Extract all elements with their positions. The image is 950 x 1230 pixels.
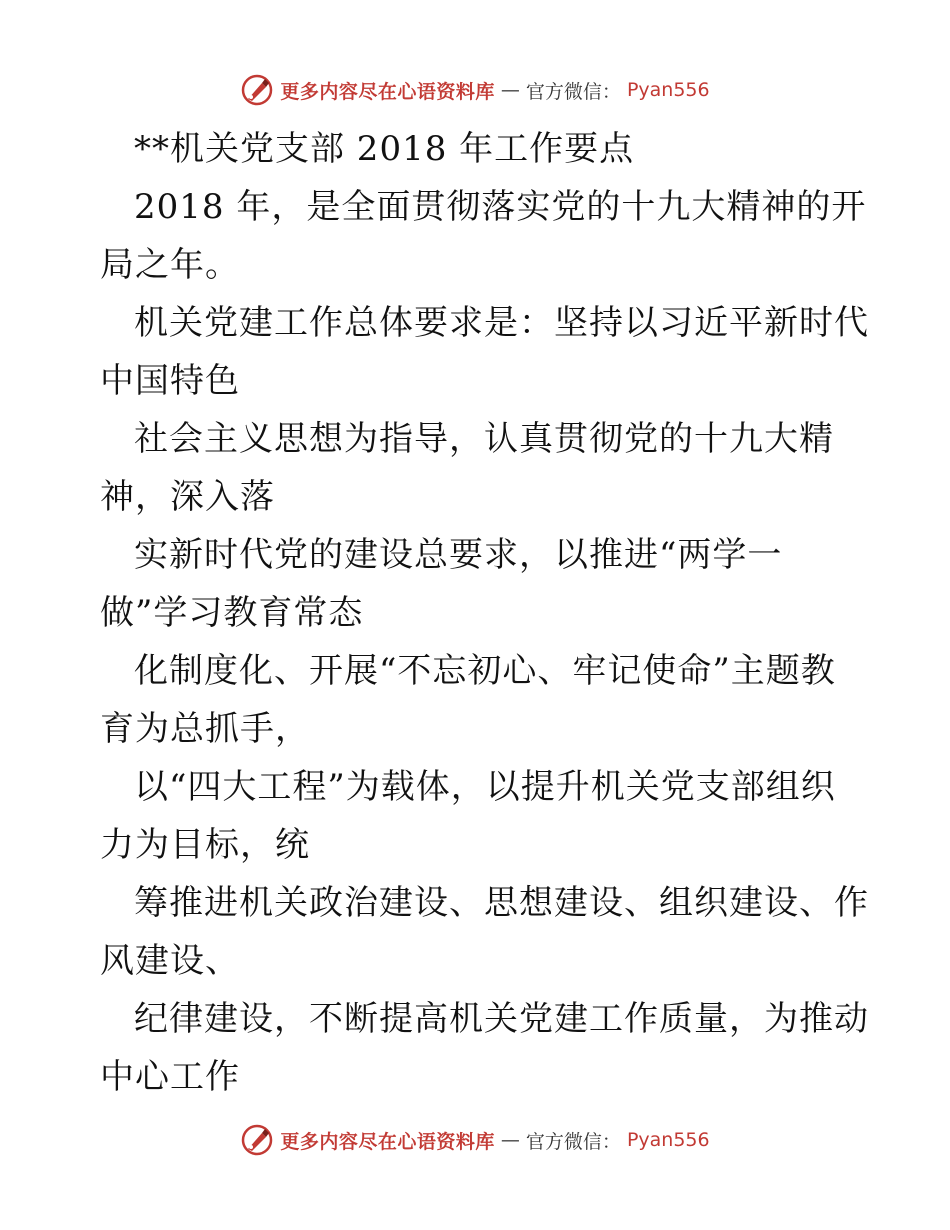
document-body [100,120,869,1106]
paragraph-line: 风建设、 [100,941,240,981]
wechat-id: Pyan556 [626,79,710,101]
watermark-text: 更多内容尽在心语资料库 [280,1130,495,1153]
paragraph-line: 纪律建设，不断提高机关党建工作质量，为推动 [134,999,869,1039]
paragraph-line: 做”学习教育常态 [100,593,364,633]
watermark-separator: — [500,79,520,101]
wechat-id: Pyan556 [626,1129,710,1151]
header-watermark [0,70,950,110]
paragraph-line: 中国特色 [100,361,240,401]
paragraph-line: 化制度化、开展“不忘初心、牢记使命”主题教 [134,651,836,691]
paragraph-line: 实新时代党的建设总要求，以推进“两学一 [134,535,783,575]
paragraph-line: 筹推进机关政治建设、思想建设、组织建设、作 [134,883,869,923]
paragraph-line: 中心工作 [100,1057,240,1097]
paragraph-line: 局之年。 [100,245,240,285]
pen-seal-icon [240,1123,274,1157]
paragraph-line: 机关党建工作总体要求是：坚持以习近平新时代 [134,303,869,343]
watermark-separator: — [500,1129,520,1151]
watermark-text: 更多内容尽在心语资料库 [280,80,495,103]
paragraph-line: 育为总抓手， [100,709,310,749]
wechat-label: 官方微信： [525,1130,621,1153]
wechat-label: 官方微信： [525,80,621,103]
paragraph-line: 以“四大工程”为载体，以提升机关党支部组织 [134,767,836,807]
doc-title: **机关党支部 2018 年工作要点 [134,129,635,169]
footer-watermark [0,1120,950,1160]
paragraph-line: 2018 年，是全面贯彻落实党的十九大精神的开 [134,187,867,227]
paragraph-line: 力为目标，统 [100,825,310,865]
paragraph-line: 社会主义思想为指导，认真贯彻党的十九大精 [134,419,834,459]
pen-seal-icon [240,73,274,107]
paragraph-line: 神，深入落 [100,477,275,517]
